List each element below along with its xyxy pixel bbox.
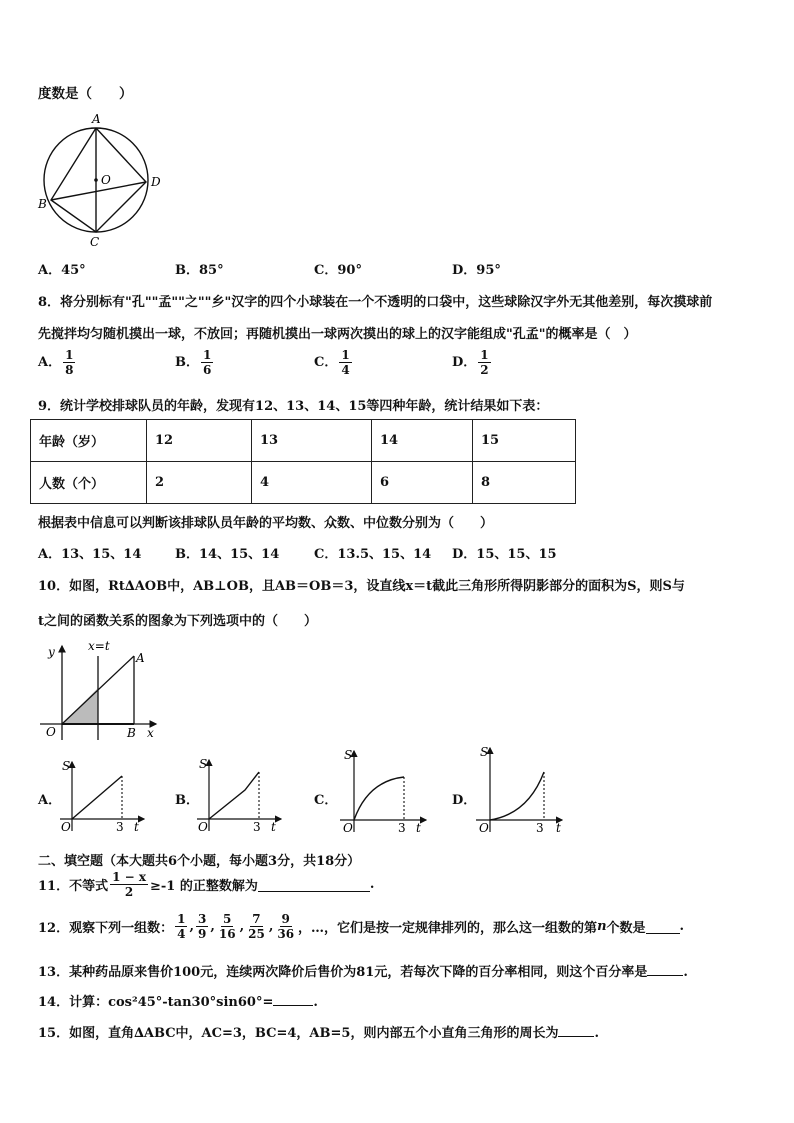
table-cell: 年龄（岁）: [31, 420, 147, 462]
section-heading: 二、填空题（本大题共6个小题，每小题3分，共18分）: [38, 854, 361, 869]
label-o: O: [46, 725, 56, 739]
q9-question: 根据表中信息可以判断该排球队员年龄的平均数、众数、中位数分别为（ ）: [38, 516, 494, 531]
q8-option-b: B． $\frac{1}{6}$: [175, 348, 212, 377]
q10-line1: 10．如图，Rt∆AOB中，AB⊥OB，且AB＝OB＝3，设直线x＝t截此三角形所得阴影部分的面积为S，则S与: [38, 579, 685, 594]
svg-text:3: 3: [253, 820, 261, 834]
table-cell: 15: [473, 420, 576, 462]
q9-stem: 9．统计学校排球队员的年龄，发现有12、13、14、15等四种年龄，统计结果如下表：: [38, 399, 549, 414]
label-d: D: [151, 175, 161, 189]
svg-text:S: S: [480, 745, 489, 759]
q10-graph-a: [58, 756, 148, 836]
svg-text:3: 3: [116, 820, 124, 834]
svg-text:O: O: [343, 821, 353, 835]
q7-option-c: C．90°: [314, 263, 362, 278]
label-b: B: [38, 197, 47, 211]
center-dot: [94, 178, 98, 182]
q11: 11．不等式 $\frac{1 - x}{2}$ ≥-1 的正整数解为 .: [38, 870, 375, 899]
label-a: A: [136, 651, 145, 665]
q14: 14．计算：cos²45°-tan30°sin60°= .: [38, 995, 318, 1010]
q8-option-d: D． $\frac{1}{2}$: [452, 348, 489, 377]
q12-suffix: ，…，它们是按一定规律排列的，那么这一组数的第: [298, 921, 598, 936]
q8-option-a: A． $\frac{1}{8}$: [38, 348, 74, 377]
svg-text:S: S: [62, 759, 71, 773]
svg-text:O: O: [479, 821, 489, 835]
label-b: B: [127, 726, 136, 740]
table-cell: 2: [147, 462, 252, 504]
table-cell: 12: [147, 420, 252, 462]
inscribed-quadrilateral: [51, 128, 146, 232]
q11-answer-blank[interactable]: [258, 877, 370, 892]
q11-suffix: ≥-1 的正整数解为: [150, 879, 258, 894]
q8-option-c: C． $\frac{1}{4}$: [314, 348, 350, 377]
q7-stem: 度数是（ ）: [38, 86, 133, 102]
svg-text:O: O: [198, 820, 208, 834]
q10-option-c: C．: [314, 793, 338, 808]
label-x: x: [147, 726, 154, 740]
q10-line2: t之间的函数关系的图象为下列选项中的（ ）: [38, 614, 318, 629]
svg-text:S: S: [199, 757, 208, 771]
table-cell: 6: [372, 462, 473, 504]
age-table: [30, 419, 576, 504]
q8-line1: 8．将分别标有"孔""孟""之""乡"汉字的四个小球装在一个不透明的口袋中，这些球除汉字外无其他差别，每次摸球前: [38, 295, 713, 310]
q10-triangle-figure: [34, 636, 164, 744]
q7-option-d: D．95°: [452, 263, 501, 278]
q10-graph-c: [338, 745, 430, 837]
q9-option-a: A．13、15、14: [38, 547, 142, 562]
q12: 12．观察下列一组数： $\frac{1}{4}$ , $\frac{3}{9}$ , $\frac{5}{16}$ , $\frac{7}{25}$ , $\frac{9}{36}$ ，…，它们是按一定规律排列的，那么这一组数的第 n 个数是 .: [38, 912, 685, 941]
q12-answer-blank[interactable]: [646, 919, 680, 934]
q10-option-a: A．: [38, 793, 62, 808]
label-y: y: [48, 645, 55, 659]
table-cell: 4: [252, 462, 372, 504]
svg-text:t: t: [134, 820, 139, 834]
q13: 13．某种药品原来售价100元，连续两次降价后售价为81元，若每次下降的百分率相同，则这个百分率是 .: [38, 965, 688, 980]
svg-text:O: O: [61, 820, 71, 834]
q13-answer-blank[interactable]: [647, 963, 683, 976]
label-a: A: [92, 112, 101, 126]
table-row: [31, 420, 576, 462]
svg-text:3: 3: [398, 821, 406, 835]
svg-text:t: t: [271, 820, 276, 834]
table-row: [31, 462, 576, 504]
label-o: O: [101, 173, 111, 187]
q12-prefix: 12．观察下列一组数：: [38, 921, 174, 936]
svg-text:3: 3: [536, 821, 544, 835]
label-line: x=t: [88, 639, 110, 653]
q15-answer-blank[interactable]: [558, 1024, 594, 1037]
q8-line2: 先搅拌均匀随机摸出一球，不放回；再随机摸出一球两次摸出的球上的汉字能组成"孔孟"的概率是（ ）: [38, 327, 637, 342]
table-cell: 8: [473, 462, 576, 504]
q10-option-d: D．: [452, 793, 477, 808]
q10-graph-d: [474, 742, 566, 836]
q14-answer-blank[interactable]: [273, 993, 313, 1006]
label-c: C: [90, 235, 100, 249]
q10-option-b: B．: [175, 793, 199, 808]
table-cell: 14: [372, 420, 473, 462]
table-cell: 13: [252, 420, 372, 462]
q9-option-c: C．13.5、15、14: [314, 547, 432, 562]
svg-text:t: t: [416, 821, 421, 835]
q11-prefix: 11．不等式: [38, 879, 109, 894]
q9-option-b: B．14、15、14: [175, 547, 280, 562]
q9-option-d: D．15、15、15: [452, 547, 557, 562]
q7-circle-figure: [34, 110, 174, 250]
table-cell: 人数（个）: [31, 462, 147, 504]
q10-graph-b: [195, 754, 285, 836]
q7-option-a: A．45°: [38, 263, 86, 278]
svg-text:S: S: [344, 748, 353, 762]
q11-fraction: $\frac{1 - x}{2}$: [112, 870, 147, 899]
q7-option-b: B．85°: [175, 263, 224, 278]
svg-text:t: t: [556, 821, 561, 835]
q15: 15．如图，直角∆ABC中，AC=3，BC=4，AB=5，则内部五个小直角三角形的周长为 .: [38, 1026, 599, 1041]
